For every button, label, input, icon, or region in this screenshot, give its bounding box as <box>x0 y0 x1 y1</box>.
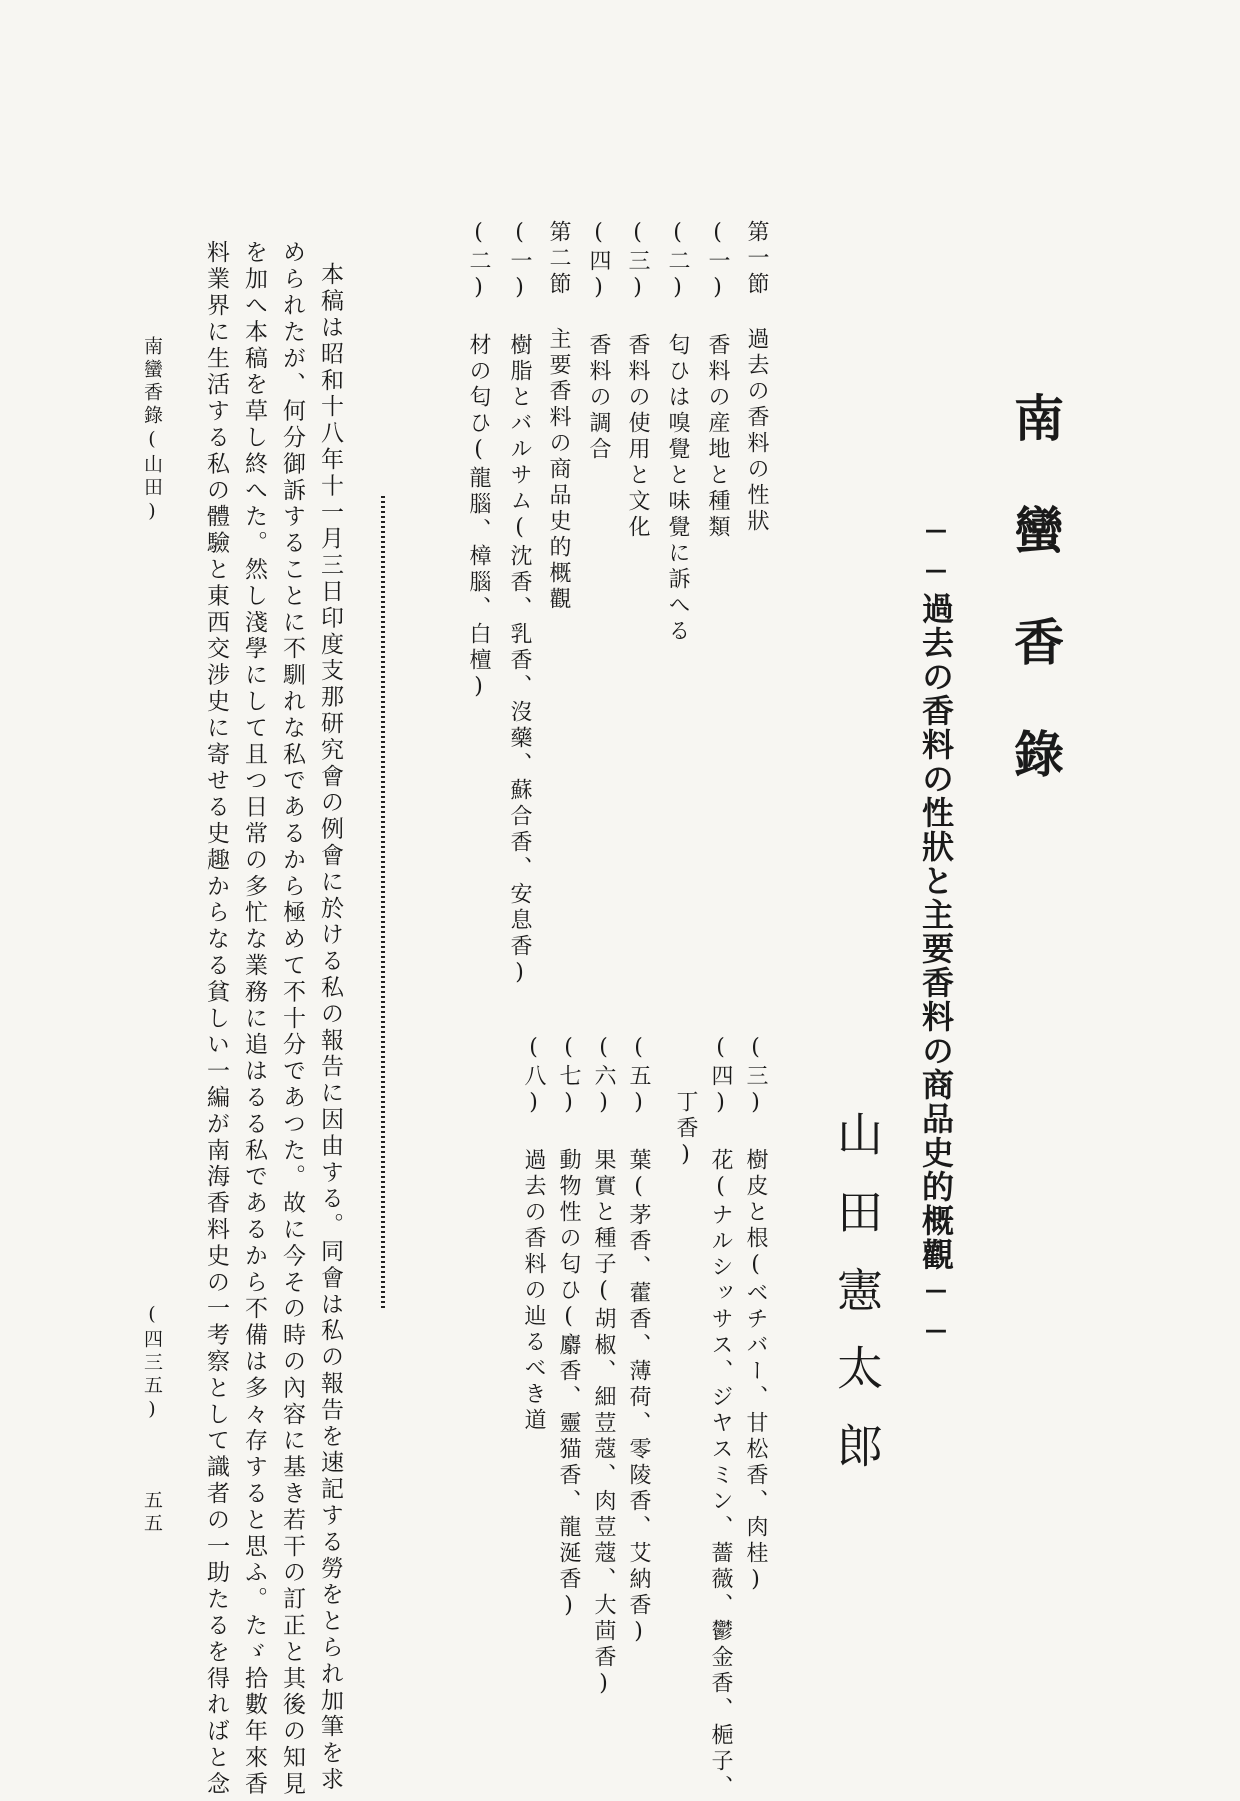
toc-item: (三) 樹皮と根(ベチバー、甘松香、肉桂) <box>743 1035 768 1596</box>
toc-item: (七) 動物性の匂ひ(麝香、靈猫香、龍涎香) <box>556 1035 581 1622</box>
toc-item: (八) 過去の香料の辿るべき道 <box>521 1035 546 1434</box>
toc-item: (四) 香料の調合 <box>586 220 611 463</box>
article-subtitle: ──過去の香料の性狀と主要香料の商品史的概觀── <box>917 512 955 1352</box>
toc-section-heading: 第一節 過去の香料の性狀 <box>744 220 769 535</box>
page-number: 五五 <box>141 1490 163 1536</box>
toc-item: (二) 匂ひは嗅覺と味覺に訴へる <box>665 220 690 645</box>
toc-item: 丁香) <box>673 1090 698 1171</box>
original-page-number: (四三五) <box>141 1303 163 1424</box>
body-line: 料業界に生活する私の體驗と東西交涉史に寄せる史趣からなる貧しい一編が南海香料史の一考察として識者の一助たるを得ればと念 <box>203 240 229 1798</box>
toc-item: (一) 香料の産地と種類 <box>705 220 730 541</box>
article-title: 南蠻香錄 <box>1006 392 1065 840</box>
toc-item: (五) 葉(茅香、藿香、薄荷、零陵香、艾納香) <box>626 1035 651 1648</box>
toc-section-heading: 第二節 主要香料の商品史的概觀 <box>546 220 571 613</box>
running-title: 南蠻香錄(山田) <box>141 336 163 526</box>
author-name: 山田憲太郎 <box>830 1110 884 1500</box>
body-line: められたが、何分御訴することに不馴れな私であるから極めて不十分であつた。故に今その時の內容に基き若干の訂正と其後の知見 <box>279 240 305 1798</box>
body-line: を加へ本稿を草し終へた。然し淺學にして且つ日常の多忙な業務に追はるる私であるから不備は多々存すると思ふ。たゞ拾數年來香 <box>241 240 267 1798</box>
toc-item: (二) 材の匂ひ(龍腦、樟腦、白檀) <box>466 220 491 703</box>
toc-item: (三) 香料の使用と文化 <box>625 220 650 541</box>
toc-item: (四) 花(ナルシッサス、ジヤスミン、薔薇、鬱金香、梔子、 <box>708 1035 733 1801</box>
wavy-divider <box>378 496 388 1308</box>
toc-item: (六) 果實と種子(胡椒、細荳蔻、肉荳蔻、大茴香) <box>591 1035 616 1700</box>
toc-item: (一) 樹脂とバルサム(沈香、乳香、沒藥、蘇合香、安息香) <box>507 220 532 989</box>
body-line: 本稿は昭和十八年十一月三日印度支那研究會の例會に於ける私の報告に因由する。同會は私の報告を速記する勞をとられ加筆を求 <box>317 262 343 1794</box>
